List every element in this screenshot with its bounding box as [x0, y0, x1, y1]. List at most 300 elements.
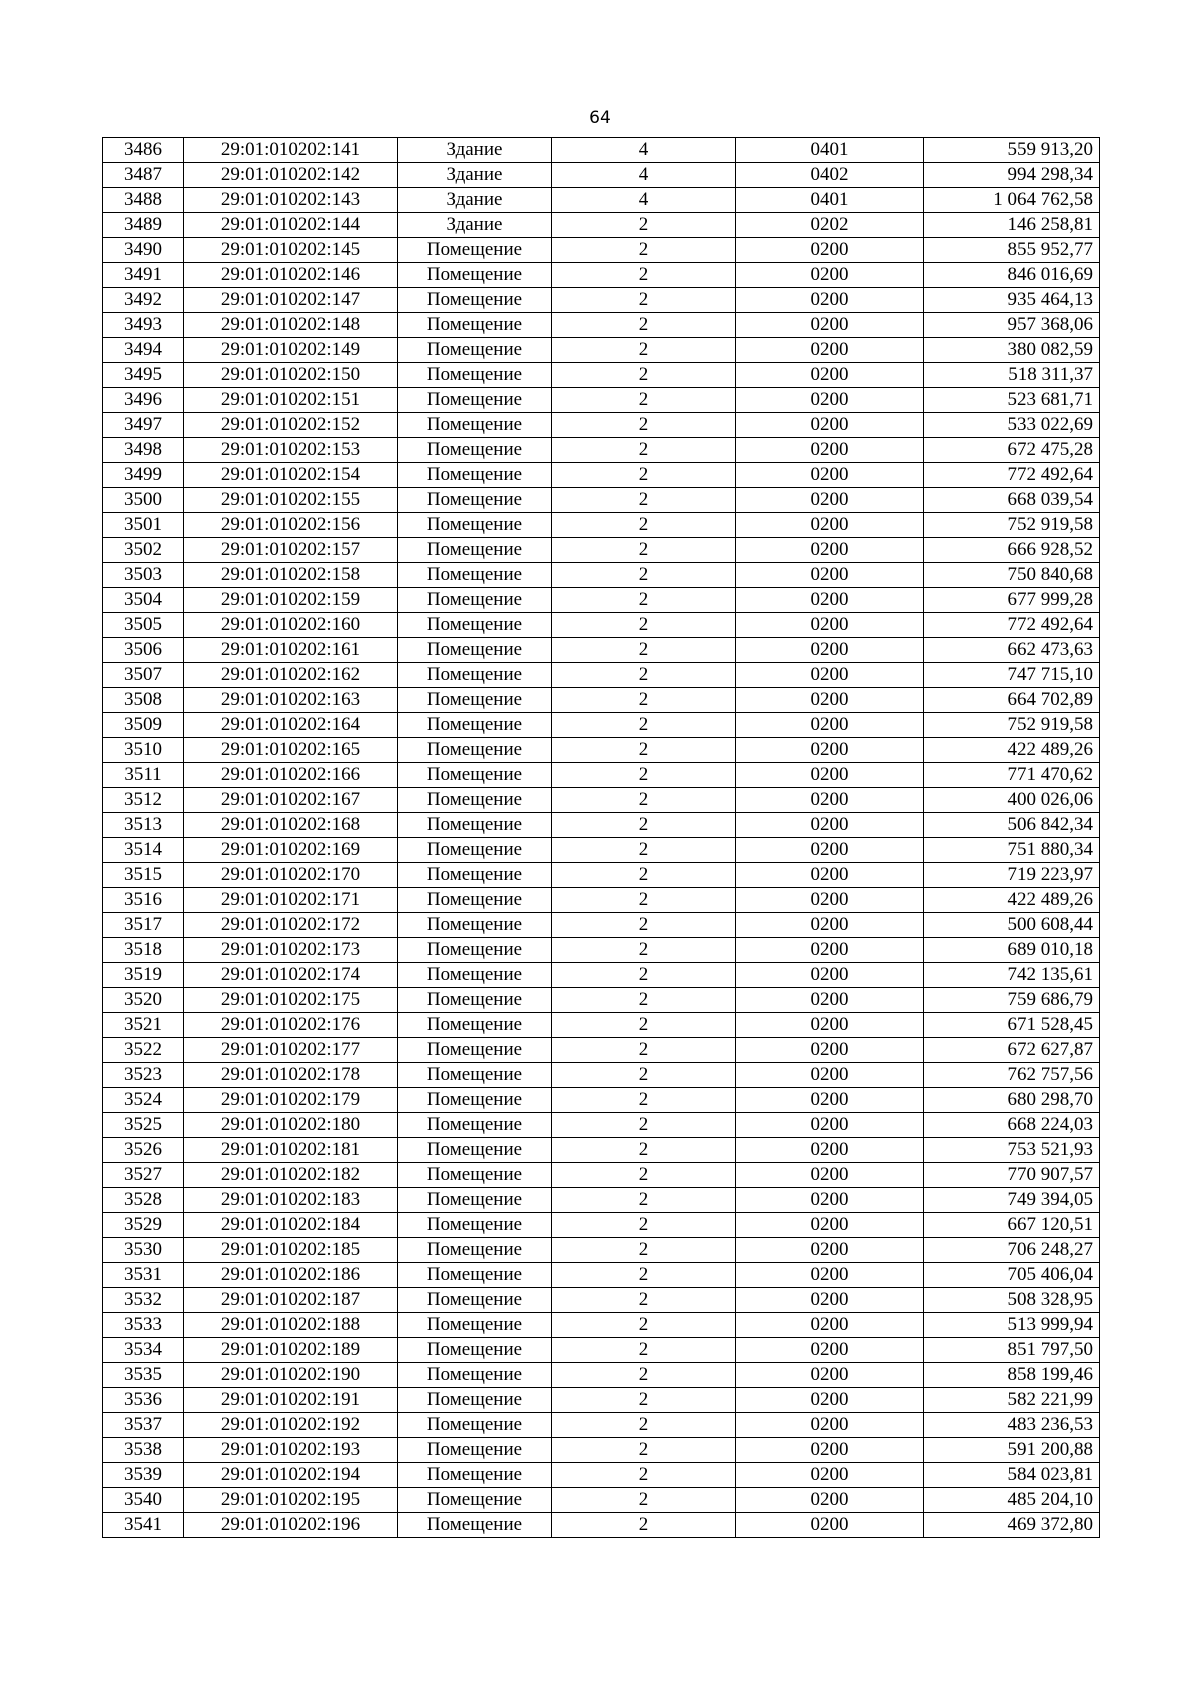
- object-type-cell: Помещение: [398, 1213, 552, 1238]
- group-cell: 2: [552, 713, 736, 738]
- table-row: [103, 1213, 1100, 1238]
- code-cell: 0200: [736, 1213, 924, 1238]
- row-number-cell: 3523: [103, 1063, 184, 1088]
- table-row: [103, 188, 1100, 213]
- row-number-cell: 3539: [103, 1463, 184, 1488]
- object-type-cell: Помещение: [398, 763, 552, 788]
- row-number-cell: 3533: [103, 1313, 184, 1338]
- object-type-cell: Здание: [398, 188, 552, 213]
- cadastral-number-cell: 29:01:010202:182: [184, 1163, 398, 1188]
- cadastral-value-cell: 762 757,56: [924, 1063, 1100, 1088]
- code-cell: 0200: [736, 938, 924, 963]
- object-type-cell: Помещение: [398, 813, 552, 838]
- object-type-cell: Помещение: [398, 1163, 552, 1188]
- code-cell: 0200: [736, 288, 924, 313]
- group-cell: 2: [552, 563, 736, 588]
- cadastral-number-cell: 29:01:010202:188: [184, 1313, 398, 1338]
- group-cell: 2: [552, 1063, 736, 1088]
- group-cell: 2: [552, 688, 736, 713]
- cadastral-value-cell: 582 221,99: [924, 1388, 1100, 1413]
- cadastral-number-cell: 29:01:010202:141: [184, 138, 398, 163]
- group-cell: 2: [552, 1388, 736, 1413]
- group-cell: 2: [552, 438, 736, 463]
- cadastral-number-cell: 29:01:010202:169: [184, 838, 398, 863]
- table-row: [103, 1038, 1100, 1063]
- table-row: [103, 888, 1100, 913]
- group-cell: 4: [552, 138, 736, 163]
- cadastral-value-cell: 771 470,62: [924, 763, 1100, 788]
- row-number-cell: 3511: [103, 763, 184, 788]
- table-row: [103, 213, 1100, 238]
- group-cell: 2: [552, 1488, 736, 1513]
- row-number-cell: 3496: [103, 388, 184, 413]
- cadastral-value-cell: 747 715,10: [924, 663, 1100, 688]
- row-number-cell: 3508: [103, 688, 184, 713]
- object-type-cell: Помещение: [398, 888, 552, 913]
- table-row: [103, 388, 1100, 413]
- table-row: [103, 763, 1100, 788]
- code-cell: 0200: [736, 513, 924, 538]
- group-cell: 2: [552, 1513, 736, 1538]
- object-type-cell: Помещение: [398, 1088, 552, 1113]
- group-cell: 2: [552, 463, 736, 488]
- code-cell: 0200: [736, 888, 924, 913]
- code-cell: 0200: [736, 1513, 924, 1538]
- cadastral-number-cell: 29:01:010202:167: [184, 788, 398, 813]
- cadastral-value-cell: 422 489,26: [924, 738, 1100, 763]
- group-cell: 2: [552, 238, 736, 263]
- code-cell: 0200: [736, 1138, 924, 1163]
- object-type-cell: Помещение: [398, 1138, 552, 1163]
- object-type-cell: Помещение: [398, 313, 552, 338]
- row-number-cell: 3540: [103, 1488, 184, 1513]
- table-row: [103, 1188, 1100, 1213]
- code-cell: 0200: [736, 463, 924, 488]
- object-type-cell: Помещение: [398, 688, 552, 713]
- cadastral-number-cell: 29:01:010202:143: [184, 188, 398, 213]
- code-cell: 0200: [736, 1063, 924, 1088]
- cadastral-number-cell: 29:01:010202:173: [184, 938, 398, 963]
- code-cell: 0200: [736, 338, 924, 363]
- table-row: [103, 538, 1100, 563]
- table-row: [103, 1238, 1100, 1263]
- row-number-cell: 3530: [103, 1238, 184, 1263]
- registry-table: [102, 137, 1100, 1538]
- group-cell: 2: [552, 1113, 736, 1138]
- object-type-cell: Здание: [398, 138, 552, 163]
- row-number-cell: 3538: [103, 1438, 184, 1463]
- cadastral-number-cell: 29:01:010202:147: [184, 288, 398, 313]
- code-cell: 0200: [736, 738, 924, 763]
- table-row: [103, 263, 1100, 288]
- cadastral-value-cell: 380 082,59: [924, 338, 1100, 363]
- row-number-cell: 3492: [103, 288, 184, 313]
- cadastral-number-cell: 29:01:010202:152: [184, 413, 398, 438]
- row-number-cell: 3493: [103, 313, 184, 338]
- cadastral-value-cell: 772 492,64: [924, 463, 1100, 488]
- object-type-cell: Помещение: [398, 638, 552, 663]
- row-number-cell: 3541: [103, 1513, 184, 1538]
- row-number-cell: 3519: [103, 963, 184, 988]
- cadastral-number-cell: 29:01:010202:172: [184, 913, 398, 938]
- object-type-cell: Помещение: [398, 588, 552, 613]
- row-number-cell: 3507: [103, 663, 184, 688]
- object-type-cell: Помещение: [398, 1363, 552, 1388]
- cadastral-value-cell: 533 022,69: [924, 413, 1100, 438]
- cadastral-value-cell: 146 258,81: [924, 213, 1100, 238]
- code-cell: 0200: [736, 913, 924, 938]
- group-cell: 2: [552, 763, 736, 788]
- object-type-cell: Помещение: [398, 263, 552, 288]
- cadastral-number-cell: 29:01:010202:177: [184, 1038, 398, 1063]
- table-row: [103, 1438, 1100, 1463]
- row-number-cell: 3516: [103, 888, 184, 913]
- table-row: [103, 513, 1100, 538]
- object-type-cell: Помещение: [398, 1038, 552, 1063]
- row-number-cell: 3491: [103, 263, 184, 288]
- cadastral-value-cell: 994 298,34: [924, 163, 1100, 188]
- row-number-cell: 3513: [103, 813, 184, 838]
- row-number-cell: 3503: [103, 563, 184, 588]
- object-type-cell: Помещение: [398, 863, 552, 888]
- code-cell: 0200: [736, 413, 924, 438]
- row-number-cell: 3506: [103, 638, 184, 663]
- cadastral-value-cell: 666 928,52: [924, 538, 1100, 563]
- object-type-cell: Помещение: [398, 1063, 552, 1088]
- cadastral-number-cell: 29:01:010202:150: [184, 363, 398, 388]
- row-number-cell: 3490: [103, 238, 184, 263]
- cadastral-number-cell: 29:01:010202:162: [184, 663, 398, 688]
- row-number-cell: 3534: [103, 1338, 184, 1363]
- object-type-cell: Помещение: [398, 1438, 552, 1463]
- cadastral-number-cell: 29:01:010202:146: [184, 263, 398, 288]
- cadastral-value-cell: 680 298,70: [924, 1088, 1100, 1113]
- cadastral-number-cell: 29:01:010202:194: [184, 1463, 398, 1488]
- cadastral-number-cell: 29:01:010202:189: [184, 1338, 398, 1363]
- code-cell: 0200: [736, 538, 924, 563]
- group-cell: 2: [552, 663, 736, 688]
- cadastral-number-cell: 29:01:010202:196: [184, 1513, 398, 1538]
- row-number-cell: 3529: [103, 1213, 184, 1238]
- table-row: [103, 1513, 1100, 1538]
- group-cell: 2: [552, 1163, 736, 1188]
- table-row: [103, 338, 1100, 363]
- cadastral-number-cell: 29:01:010202:178: [184, 1063, 398, 1088]
- object-type-cell: Помещение: [398, 513, 552, 538]
- cadastral-value-cell: 559 913,20: [924, 138, 1100, 163]
- cadastral-value-cell: 677 999,28: [924, 588, 1100, 613]
- code-cell: 0200: [736, 238, 924, 263]
- cadastral-value-cell: 664 702,89: [924, 688, 1100, 713]
- code-cell: 0401: [736, 138, 924, 163]
- cadastral-number-cell: 29:01:010202:151: [184, 388, 398, 413]
- object-type-cell: Помещение: [398, 1113, 552, 1138]
- row-number-cell: 3505: [103, 613, 184, 638]
- cadastral-value-cell: 667 120,51: [924, 1213, 1100, 1238]
- cadastral-number-cell: 29:01:010202:148: [184, 313, 398, 338]
- code-cell: 0200: [736, 763, 924, 788]
- code-cell: 0200: [736, 663, 924, 688]
- table-row: [103, 363, 1100, 388]
- cadastral-value-cell: 469 372,80: [924, 1513, 1100, 1538]
- table-row: [103, 1388, 1100, 1413]
- row-number-cell: 3486: [103, 138, 184, 163]
- group-cell: 2: [552, 1363, 736, 1388]
- object-type-cell: Помещение: [398, 1288, 552, 1313]
- object-type-cell: Помещение: [398, 438, 552, 463]
- cadastral-number-cell: 29:01:010202:171: [184, 888, 398, 913]
- cadastral-value-cell: 772 492,64: [924, 613, 1100, 638]
- code-cell: 0200: [736, 1188, 924, 1213]
- group-cell: 2: [552, 513, 736, 538]
- cadastral-number-cell: 29:01:010202:165: [184, 738, 398, 763]
- cadastral-number-cell: 29:01:010202:153: [184, 438, 398, 463]
- row-number-cell: 3515: [103, 863, 184, 888]
- group-cell: 2: [552, 1213, 736, 1238]
- cadastral-number-cell: 29:01:010202:191: [184, 1388, 398, 1413]
- cadastral-number-cell: 29:01:010202:186: [184, 1263, 398, 1288]
- cadastral-value-cell: 506 842,34: [924, 813, 1100, 838]
- cadastral-number-cell: 29:01:010202:192: [184, 1413, 398, 1438]
- object-type-cell: Помещение: [398, 963, 552, 988]
- code-cell: 0200: [736, 388, 924, 413]
- object-type-cell: Помещение: [398, 238, 552, 263]
- cadastral-value-cell: 500 608,44: [924, 913, 1100, 938]
- cadastral-value-cell: 662 473,63: [924, 638, 1100, 663]
- table-row: [103, 1013, 1100, 1038]
- group-cell: 2: [552, 613, 736, 638]
- object-type-cell: Помещение: [398, 738, 552, 763]
- row-number-cell: 3536: [103, 1388, 184, 1413]
- table-row: [103, 588, 1100, 613]
- cadastral-value-cell: 742 135,61: [924, 963, 1100, 988]
- code-cell: 0200: [736, 1088, 924, 1113]
- group-cell: 2: [552, 1188, 736, 1213]
- code-cell: 0200: [736, 638, 924, 663]
- cadastral-value-cell: 508 328,95: [924, 1288, 1100, 1313]
- object-type-cell: Помещение: [398, 288, 552, 313]
- cadastral-value-cell: 751 880,34: [924, 838, 1100, 863]
- code-cell: 0200: [736, 563, 924, 588]
- code-cell: 0202: [736, 213, 924, 238]
- cadastral-number-cell: 29:01:010202:183: [184, 1188, 398, 1213]
- code-cell: 0200: [736, 1038, 924, 1063]
- object-type-cell: Помещение: [398, 788, 552, 813]
- table-row: [103, 1113, 1100, 1138]
- group-cell: 2: [552, 1288, 736, 1313]
- cadastral-number-cell: 29:01:010202:155: [184, 488, 398, 513]
- object-type-cell: Помещение: [398, 663, 552, 688]
- row-number-cell: 3517: [103, 913, 184, 938]
- table-row: [103, 163, 1100, 188]
- object-type-cell: Помещение: [398, 563, 552, 588]
- cadastral-number-cell: 29:01:010202:179: [184, 1088, 398, 1113]
- object-type-cell: Помещение: [398, 1338, 552, 1363]
- cadastral-number-cell: 29:01:010202:157: [184, 538, 398, 563]
- group-cell: 2: [552, 938, 736, 963]
- group-cell: 2: [552, 363, 736, 388]
- table-row: [103, 1138, 1100, 1163]
- group-cell: 2: [552, 1338, 736, 1363]
- table-row: [103, 1463, 1100, 1488]
- cadastral-number-cell: 29:01:010202:168: [184, 813, 398, 838]
- group-cell: 2: [552, 1138, 736, 1163]
- code-cell: 0200: [736, 713, 924, 738]
- row-number-cell: 3532: [103, 1288, 184, 1313]
- registry-table-body: [103, 138, 1100, 1538]
- table-row: [103, 288, 1100, 313]
- table-row: [103, 313, 1100, 338]
- row-number-cell: 3514: [103, 838, 184, 863]
- row-number-cell: 3535: [103, 1363, 184, 1388]
- code-cell: 0200: [736, 963, 924, 988]
- code-cell: 0200: [736, 988, 924, 1013]
- code-cell: 0200: [736, 313, 924, 338]
- code-cell: 0200: [736, 438, 924, 463]
- object-type-cell: Помещение: [398, 388, 552, 413]
- table-row: [103, 813, 1100, 838]
- cadastral-number-cell: 29:01:010202:181: [184, 1138, 398, 1163]
- object-type-cell: Помещение: [398, 1488, 552, 1513]
- cadastral-value-cell: 851 797,50: [924, 1338, 1100, 1363]
- table-row: [103, 613, 1100, 638]
- group-cell: 2: [552, 988, 736, 1013]
- table-row: [103, 438, 1100, 463]
- cadastral-number-cell: 29:01:010202:175: [184, 988, 398, 1013]
- group-cell: 2: [552, 1463, 736, 1488]
- cadastral-number-cell: 29:01:010202:160: [184, 613, 398, 638]
- cadastral-value-cell: 668 039,54: [924, 488, 1100, 513]
- table-row: [103, 963, 1100, 988]
- cadastral-value-cell: 855 952,77: [924, 238, 1100, 263]
- group-cell: 2: [552, 1088, 736, 1113]
- page-number: 64: [589, 108, 611, 128]
- row-number-cell: 3537: [103, 1413, 184, 1438]
- cadastral-value-cell: 935 464,13: [924, 288, 1100, 313]
- table-row: [103, 988, 1100, 1013]
- table-row: [103, 238, 1100, 263]
- table-row: [103, 1088, 1100, 1113]
- code-cell: 0200: [736, 1013, 924, 1038]
- row-number-cell: 3521: [103, 1013, 184, 1038]
- cadastral-value-cell: 1 064 762,58: [924, 188, 1100, 213]
- code-cell: 0200: [736, 1438, 924, 1463]
- code-cell: 0200: [736, 1413, 924, 1438]
- cadastral-number-cell: 29:01:010202:195: [184, 1488, 398, 1513]
- cadastral-number-cell: 29:01:010202:180: [184, 1113, 398, 1138]
- table-row: [103, 1263, 1100, 1288]
- cadastral-value-cell: 523 681,71: [924, 388, 1100, 413]
- object-type-cell: Помещение: [398, 538, 552, 563]
- group-cell: 2: [552, 813, 736, 838]
- group-cell: 2: [552, 1238, 736, 1263]
- object-type-cell: Помещение: [398, 463, 552, 488]
- row-number-cell: 3528: [103, 1188, 184, 1213]
- cadastral-value-cell: 957 368,06: [924, 313, 1100, 338]
- object-type-cell: Помещение: [398, 713, 552, 738]
- code-cell: 0200: [736, 1463, 924, 1488]
- cadastral-number-cell: 29:01:010202:164: [184, 713, 398, 738]
- group-cell: 2: [552, 213, 736, 238]
- group-cell: 2: [552, 1313, 736, 1338]
- cadastral-value-cell: 513 999,94: [924, 1313, 1100, 1338]
- code-cell: 0200: [736, 613, 924, 638]
- code-cell: 0200: [736, 363, 924, 388]
- table-row: [103, 938, 1100, 963]
- row-number-cell: 3525: [103, 1113, 184, 1138]
- group-cell: 2: [552, 388, 736, 413]
- cadastral-value-cell: 719 223,97: [924, 863, 1100, 888]
- cadastral-value-cell: 671 528,45: [924, 1013, 1100, 1038]
- cadastral-value-cell: 689 010,18: [924, 938, 1100, 963]
- object-type-cell: Помещение: [398, 988, 552, 1013]
- cadastral-number-cell: 29:01:010202:170: [184, 863, 398, 888]
- object-type-cell: Помещение: [398, 363, 552, 388]
- cadastral-number-cell: 29:01:010202:158: [184, 563, 398, 588]
- cadastral-value-cell: 591 200,88: [924, 1438, 1100, 1463]
- cadastral-number-cell: 29:01:010202:184: [184, 1213, 398, 1238]
- code-cell: 0200: [736, 588, 924, 613]
- cadastral-value-cell: 422 489,26: [924, 888, 1100, 913]
- table-row: [103, 563, 1100, 588]
- row-number-cell: 3504: [103, 588, 184, 613]
- row-number-cell: 3499: [103, 463, 184, 488]
- table-row: [103, 1288, 1100, 1313]
- code-cell: 0200: [736, 838, 924, 863]
- group-cell: 2: [552, 963, 736, 988]
- group-cell: 2: [552, 638, 736, 663]
- table-row: [103, 663, 1100, 688]
- code-cell: 0200: [736, 1288, 924, 1313]
- row-number-cell: 3526: [103, 1138, 184, 1163]
- cadastral-number-cell: 29:01:010202:154: [184, 463, 398, 488]
- table-row: [103, 688, 1100, 713]
- table-row: [103, 488, 1100, 513]
- code-cell: 0200: [736, 788, 924, 813]
- cadastral-number-cell: 29:01:010202:156: [184, 513, 398, 538]
- table-row: [103, 138, 1100, 163]
- row-number-cell: 3520: [103, 988, 184, 1013]
- table-row: [103, 863, 1100, 888]
- cadastral-number-cell: 29:01:010202:174: [184, 963, 398, 988]
- row-number-cell: 3527: [103, 1163, 184, 1188]
- cadastral-number-cell: 29:01:010202:149: [184, 338, 398, 363]
- group-cell: 2: [552, 838, 736, 863]
- code-cell: 0401: [736, 188, 924, 213]
- object-type-cell: Помещение: [398, 488, 552, 513]
- code-cell: 0200: [736, 1263, 924, 1288]
- cadastral-value-cell: 518 311,37: [924, 363, 1100, 388]
- cadastral-value-cell: 770 907,57: [924, 1163, 1100, 1188]
- code-cell: 0200: [736, 1488, 924, 1513]
- object-type-cell: Помещение: [398, 1263, 552, 1288]
- row-number-cell: 3498: [103, 438, 184, 463]
- row-number-cell: 3495: [103, 363, 184, 388]
- code-cell: 0200: [736, 1388, 924, 1413]
- group-cell: 2: [552, 313, 736, 338]
- cadastral-value-cell: 759 686,79: [924, 988, 1100, 1013]
- group-cell: 2: [552, 263, 736, 288]
- cadastral-number-cell: 29:01:010202:190: [184, 1363, 398, 1388]
- cadastral-value-cell: 672 475,28: [924, 438, 1100, 463]
- code-cell: 0200: [736, 863, 924, 888]
- group-cell: 2: [552, 1013, 736, 1038]
- object-type-cell: Помещение: [398, 1313, 552, 1338]
- group-cell: 2: [552, 738, 736, 763]
- group-cell: 2: [552, 488, 736, 513]
- table-row: [103, 913, 1100, 938]
- cadastral-number-cell: 29:01:010202:176: [184, 1013, 398, 1038]
